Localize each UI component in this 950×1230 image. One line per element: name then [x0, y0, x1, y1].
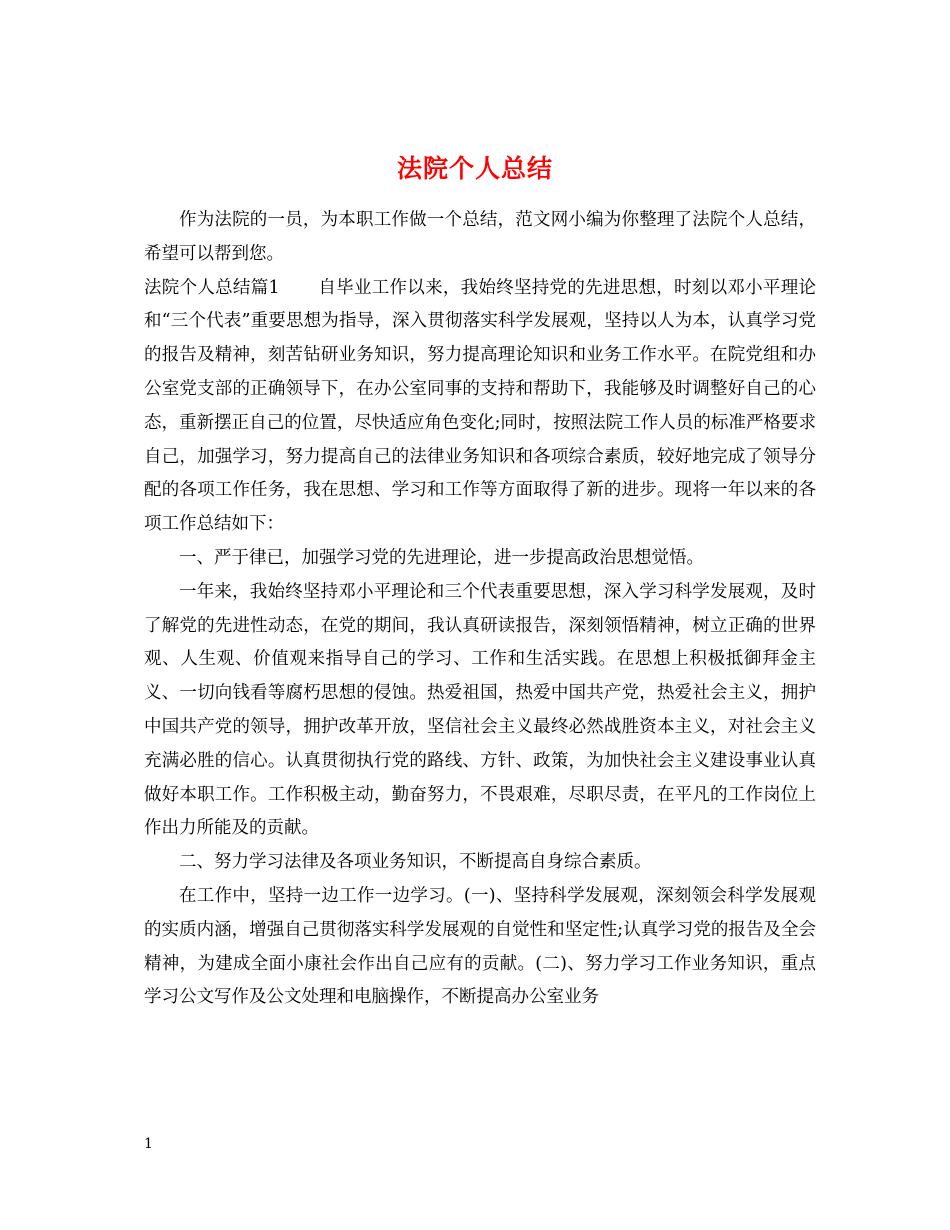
heading-2: 二、努力学习法律及各项业务知识，不断提高自身综合素质。: [179, 852, 652, 873]
section-1-text: 自毕业工作以来，我始终坚持党的先进思想，时刻以邓小平理论和“三个代表”重要思想为指导，深入贯彻落实科学发展观，坚持以人为本，认真学习党的报告及精神，刻苦钻研业务知识，努力提高理论知识和业务工作水平。在院党组和办公室党支部的正确领导下，在办公室同事的支持和帮助下，我能够及时调整好自己的心态，重新摆正自己的位置，尽快适应角色变化;同时，按照法院工作人员的标准严格要求自己，加强学习，努力提高自己的法律业务知识和各项综合素质，较好地完成了领导分配的各项工作任务，我在思想、学习和工作等方面取得了新的进步。现将一年以来的各项工作总结如下：: [144, 277, 816, 535]
document-title: 法院个人总结: [396, 153, 553, 183]
heading-1: 一、严于律已，加强学习党的先进理论，进一步提高政治思想觉悟。: [179, 547, 704, 568]
body-paragraph-3: 在工作中，坚持一边工作一边学习。(一)、坚持科学发展观，深刻领会科学发展观的实质内涵，增强自己贯彻落实科学发展观的自觉性和坚定性;认真学习党的报告及全会精神，为建成全面小康社会作出自己应有的贡献。(二)、努力学习工作业务知识，重点学习公文写作及公文处理和电脑操作，不断提高办公室业务: [144, 885, 816, 1008]
document-body: [144, 204, 816, 1015]
intro-paragraph: 作为法院的一员，为本职工作做一个总结，范文网小编为你整理了法院个人总结，希望可以帮到您。: [144, 210, 816, 264]
body-paragraph-2: 一年来，我始终坚持邓小平理论和三个代表重要思想，深入学习科学发展观，及时了解党的先进性动态，在党的期间，我认真研读报告，深刻领悟精神，树立正确的世界观、人生观、价值观来指导自己的学习、工作和生活实践。在思想上积极抵御拜金主义、一切向钱看等腐朽思想的侵蚀。热爱祖国，热爱中国共产党，热爱社会主义，拥护中国共产党的领导，拥护改革开放，坚信社会主义最终必然战胜资本主义，对社会主义充满必胜的信心。认真贯彻执行党的路线、方针、政策，为加快社会主义建设事业认真做好本职工作。工作积极主动，勤奋努力，不畏艰难，尽职尽责，在平凡的工作岗位上作出力所能及的贡献。: [144, 581, 816, 839]
section-label: 法院个人总结篇1: [144, 277, 280, 298]
section-1-paragraph: [144, 272, 816, 542]
page-number: 1: [144, 1136, 153, 1152]
